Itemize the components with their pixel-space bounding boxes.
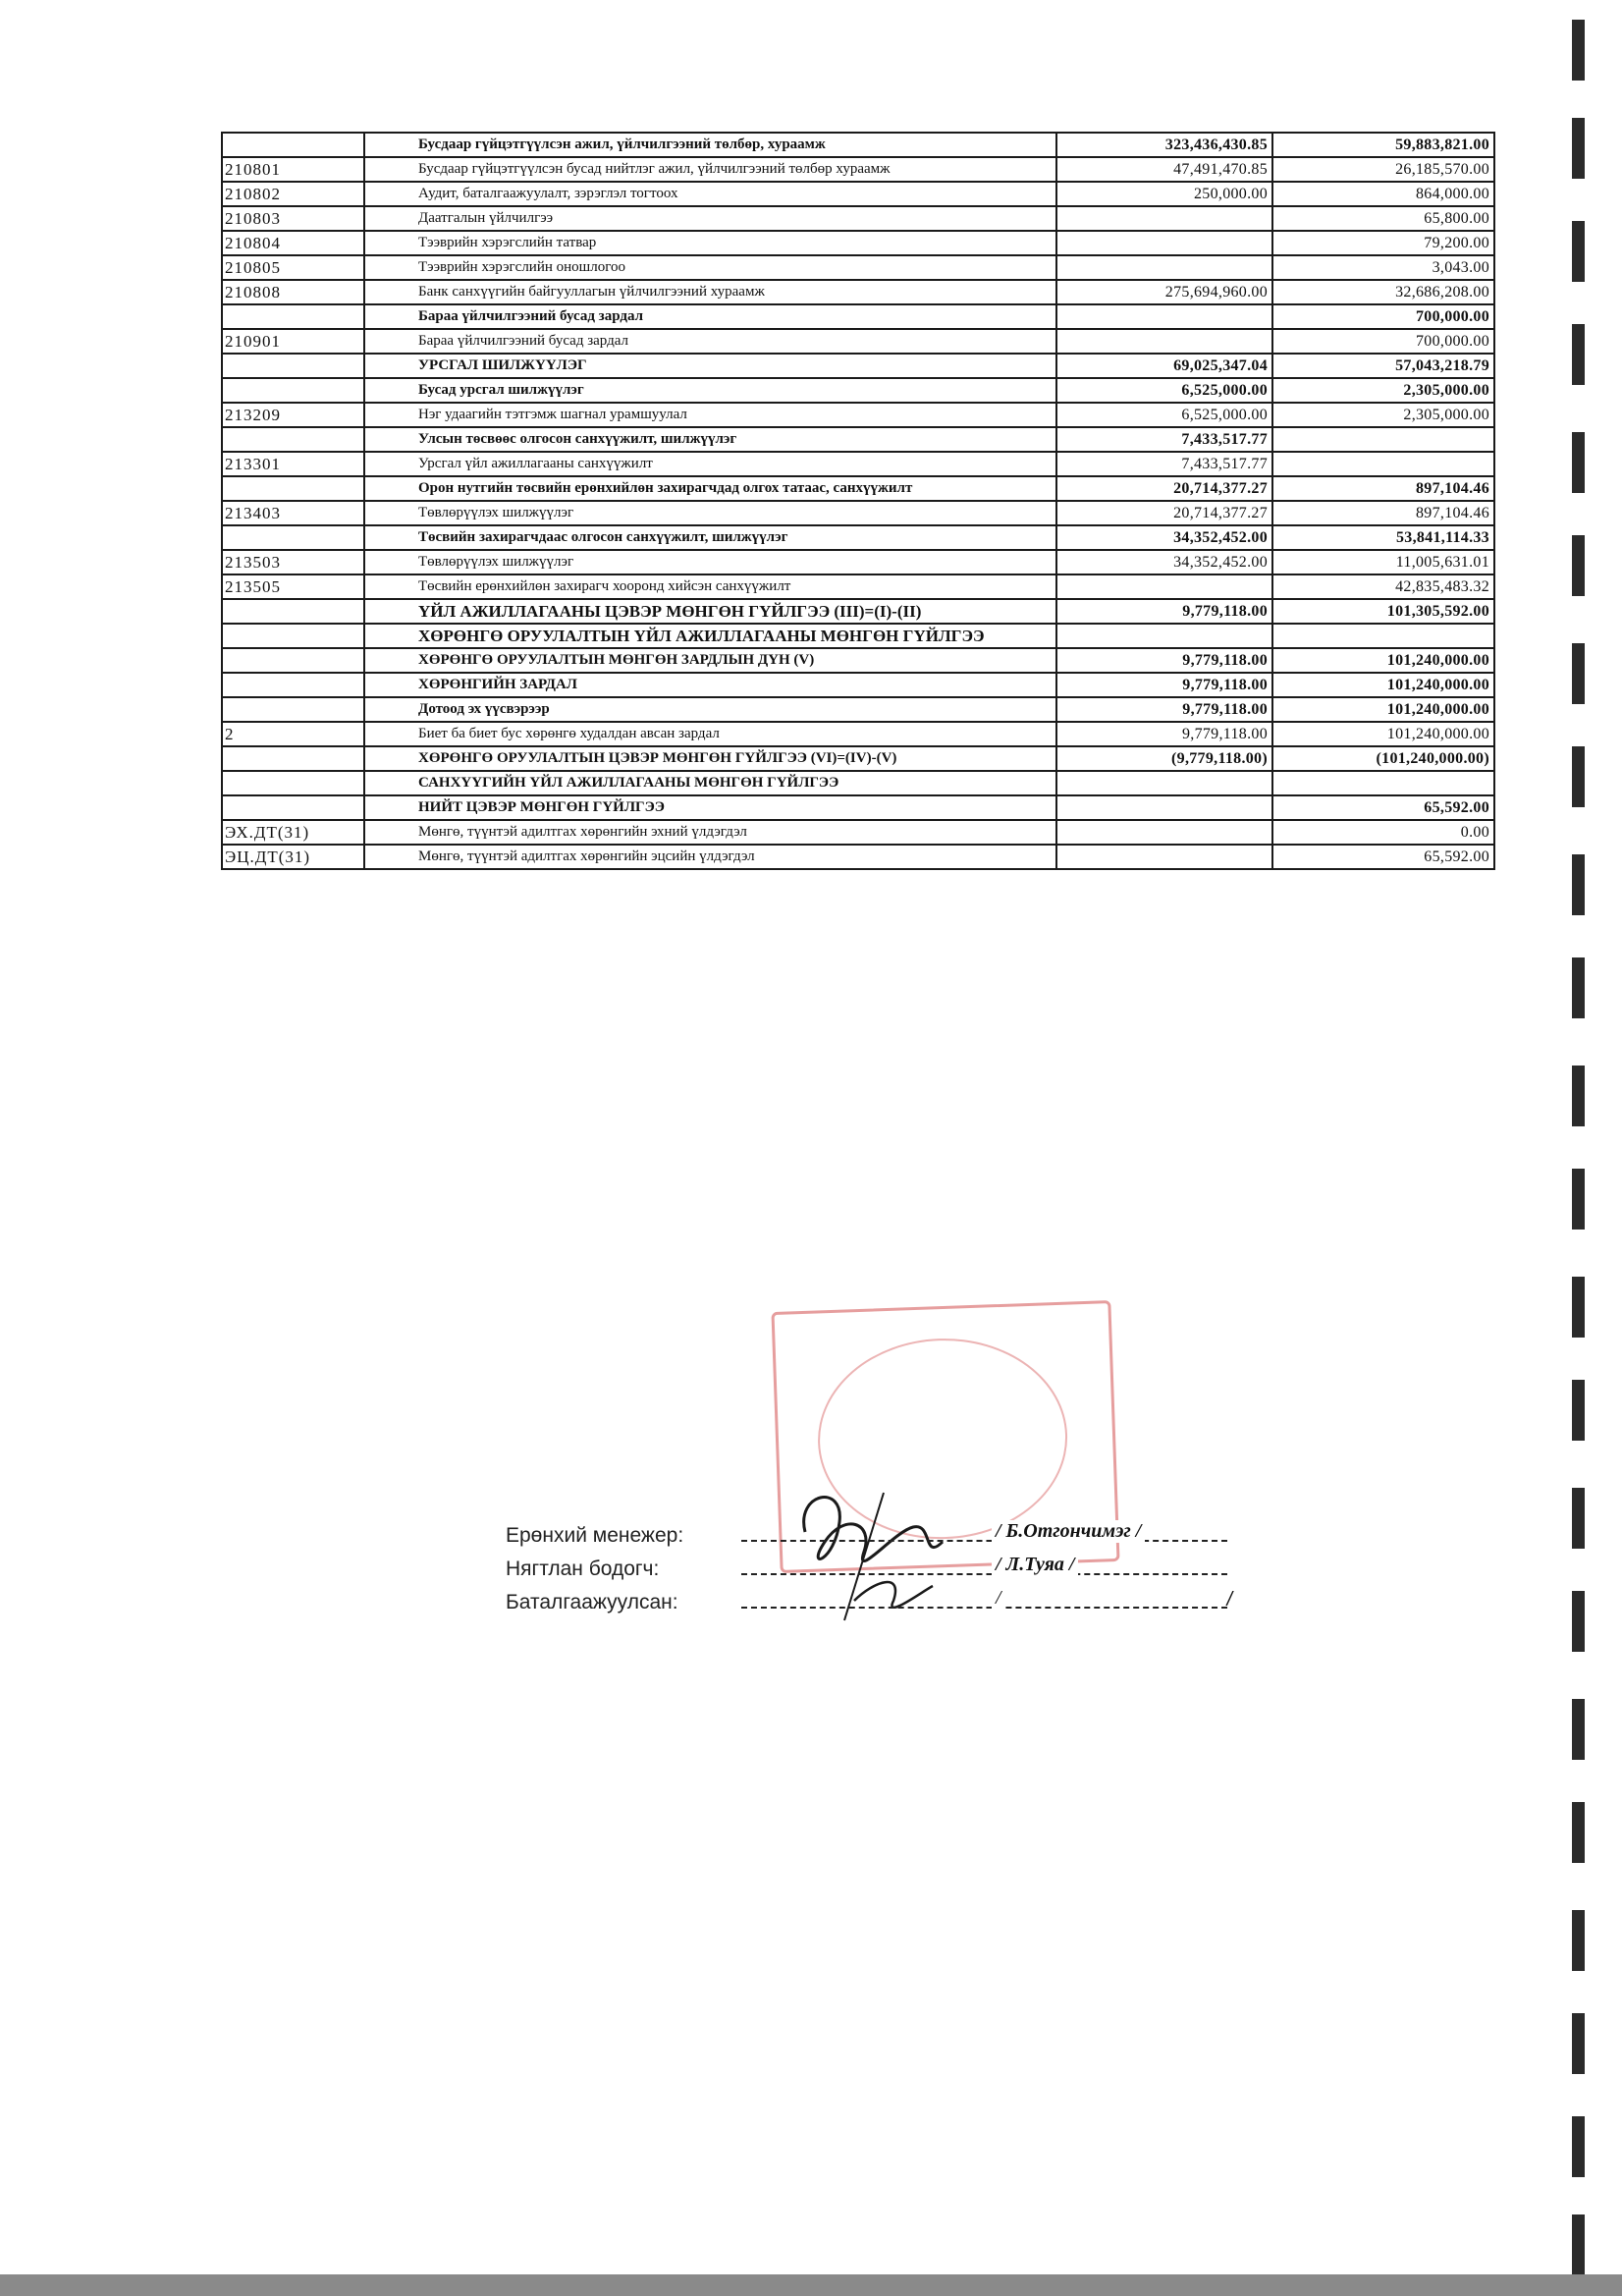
description-text: ҮЙЛ АЖИЛЛАГААНЫ ЦЭВЭР МӨНГӨН ГҮЙЛГЭЭ (III)=(I)-(II) — [418, 602, 922, 621]
amount-previous-cell: 864,000.00 — [1272, 182, 1494, 206]
binding-mark — [1572, 221, 1585, 282]
amount-previous-cell: 897,104.46 — [1272, 501, 1494, 525]
description-text: Нэг удаагийн тэтгэмж шагнал урамшуулал — [418, 407, 687, 422]
amount-previous-cell: 0.00 — [1272, 820, 1494, 845]
account-code-cell — [222, 746, 364, 771]
account-code-cell: 2 — [222, 722, 364, 746]
amount-previous-cell: 101,240,000.00 — [1272, 697, 1494, 722]
description-cell — [364, 525, 1056, 550]
amount-current-cell — [1056, 255, 1272, 280]
description-cell — [364, 746, 1056, 771]
table-row — [222, 673, 1494, 697]
description-cell — [364, 771, 1056, 795]
table-row — [222, 722, 1494, 746]
description-cell — [364, 501, 1056, 525]
description-cell — [364, 697, 1056, 722]
account-code-cell — [222, 795, 364, 820]
table-row — [222, 771, 1494, 795]
description-cell — [364, 182, 1056, 206]
account-code-cell — [222, 624, 364, 648]
signature-block — [506, 1520, 1232, 1620]
amount-previous-cell: 65,592.00 — [1272, 795, 1494, 820]
description-cell — [364, 231, 1056, 255]
amount-current-cell: 6,525,000.00 — [1056, 403, 1272, 427]
account-code-cell — [222, 476, 364, 501]
binding-mark — [1572, 1591, 1585, 1652]
table-row — [222, 697, 1494, 722]
manager-label: Ерөнхий менежер: — [506, 1524, 684, 1547]
account-code-cell — [222, 697, 364, 722]
amount-previous-cell: 79,200.00 — [1272, 231, 1494, 255]
table-row — [222, 280, 1494, 304]
description-text: Төсвийн захирагчдаас олгосон санхүүжилт, шилжүүлэг — [418, 529, 788, 545]
description-cell — [364, 648, 1056, 673]
description-cell — [364, 304, 1056, 329]
table-row — [222, 550, 1494, 574]
description-text: ХӨРӨНГӨ ОРУУЛАЛТЫН ЦЭВЭР МӨНГӨН ГҮЙЛГЭЭ (VI)=(IV)-(V) — [418, 750, 897, 766]
binding-mark — [1572, 1169, 1585, 1230]
account-code-cell: 210802 — [222, 182, 364, 206]
amount-previous-cell: 65,592.00 — [1272, 845, 1494, 869]
account-code-cell — [222, 427, 364, 452]
description-cell — [364, 206, 1056, 231]
amount-previous-cell: 897,104.46 — [1272, 476, 1494, 501]
binding-mark — [1572, 746, 1585, 807]
verified-slash-2: / — [1226, 1589, 1232, 1611]
description-cell — [364, 476, 1056, 501]
table-row — [222, 845, 1494, 869]
table-row — [222, 255, 1494, 280]
account-code-cell: 213505 — [222, 574, 364, 599]
amount-previous-cell: 65,800.00 — [1272, 206, 1494, 231]
amount-previous-cell: 11,005,631.01 — [1272, 550, 1494, 574]
description-text: Төвлөрүүлэх шилжүүлэг — [418, 505, 574, 520]
amount-previous-cell: 42,835,483.32 — [1272, 574, 1494, 599]
binding-mark — [1572, 1380, 1585, 1441]
signature-line — [741, 1573, 1227, 1575]
description-text: Банк санхүүгийн байгууллагын үйлчилгээний хураамж — [418, 284, 765, 300]
description-text: Орон нутгийн төсвийн ерөнхийлөн захирагчдад олгох татаас, санхүүжилт — [418, 480, 913, 496]
description-cell — [364, 354, 1056, 378]
binding-mark — [1572, 1488, 1585, 1549]
account-code-cell: 213503 — [222, 550, 364, 574]
binding-mark — [1572, 20, 1585, 81]
table-row — [222, 427, 1494, 452]
amount-current-cell: 9,779,118.00 — [1056, 599, 1272, 624]
account-code-cell: 213301 — [222, 452, 364, 476]
amount-current-cell — [1056, 845, 1272, 869]
description-text: Биет ба биет бус хөрөнгө худалдан авсан зардал — [418, 726, 720, 741]
description-text: ХӨРӨНГӨ ОРУУЛАЛТЫН ҮЙЛ АЖИЛЛАГААНЫ МӨНГӨН ГҮЙЛГЭЭ — [418, 627, 985, 645]
amount-previous-cell — [1272, 624, 1494, 648]
account-code-cell: 210803 — [222, 206, 364, 231]
amount-previous-cell: 3,043.00 — [1272, 255, 1494, 280]
description-cell — [364, 329, 1056, 354]
description-cell — [364, 722, 1056, 746]
table-row — [222, 304, 1494, 329]
description-text: Бараа үйлчилгээний бусад зардал — [418, 308, 643, 324]
amount-previous-cell: 26,185,570.00 — [1272, 157, 1494, 182]
description-cell — [364, 574, 1056, 599]
account-code-cell — [222, 648, 364, 673]
amount-current-cell — [1056, 574, 1272, 599]
amount-current-cell: 20,714,377.27 — [1056, 476, 1272, 501]
account-code-cell: 210805 — [222, 255, 364, 280]
scan-edge — [0, 2274, 1622, 2296]
amount-previous-cell: 101,240,000.00 — [1272, 648, 1494, 673]
accountant-name: / Л.Туяа / — [992, 1554, 1078, 1576]
account-code-cell: 210801 — [222, 157, 364, 182]
amount-current-cell: 323,436,430.85 — [1056, 133, 1272, 157]
amount-current-cell: 9,779,118.00 — [1056, 648, 1272, 673]
table-row — [222, 206, 1494, 231]
amount-current-cell — [1056, 206, 1272, 231]
amount-current-cell: 7,433,517.77 — [1056, 427, 1272, 452]
amount-current-cell — [1056, 231, 1272, 255]
binding-mark — [1572, 854, 1585, 915]
description-text: САНХҮҮГИЙН ҮЙЛ АЖИЛЛАГААНЫ МӨНГӨН ГҮЙЛГЭЭ — [418, 775, 839, 791]
description-text: ХӨРӨНГИЙН ЗАРДАЛ — [418, 677, 577, 692]
description-text: Мөнгө, түүнтэй адилтгах хөрөнгийн эцсийн үлдэгдэл — [418, 848, 755, 864]
amount-current-cell: 6,525,000.00 — [1056, 378, 1272, 403]
binding-mark — [1572, 118, 1585, 179]
binding-mark — [1572, 1699, 1585, 1760]
account-code-cell: 210901 — [222, 329, 364, 354]
description-text: Бараа үйлчилгээний бусад зардал — [418, 333, 628, 349]
table-row — [222, 648, 1494, 673]
table-row — [222, 476, 1494, 501]
binding-mark — [1572, 535, 1585, 596]
signature-row-verified — [506, 1587, 1232, 1620]
account-code-cell: 210804 — [222, 231, 364, 255]
amount-previous-cell: 700,000.00 — [1272, 329, 1494, 354]
table-row — [222, 574, 1494, 599]
table-row — [222, 624, 1494, 648]
account-code-cell: ЭХ.ДТ(31) — [222, 820, 364, 845]
account-code-cell — [222, 304, 364, 329]
description-text: Бусад урсгал шилжүүлэг — [418, 382, 584, 398]
amount-current-cell: 9,779,118.00 — [1056, 697, 1272, 722]
table-row — [222, 795, 1494, 820]
amount-previous-cell: 2,305,000.00 — [1272, 403, 1494, 427]
description-text: ХӨРӨНГӨ ОРУУЛАЛТЫН МӨНГӨН ЗАРДЛЫН ДҮН (V) — [418, 652, 815, 668]
description-cell — [364, 845, 1056, 869]
binding-mark — [1572, 2214, 1585, 2275]
table-row — [222, 501, 1494, 525]
binding-mark — [1572, 643, 1585, 704]
amount-previous-cell: 101,305,592.00 — [1272, 599, 1494, 624]
binding-mark — [1572, 1802, 1585, 1863]
description-text: Аудит, баталгаажуулалт, зэрэглэл тогтоох — [418, 186, 678, 201]
amount-current-cell: (9,779,118.00) — [1056, 746, 1272, 771]
table-row — [222, 403, 1494, 427]
description-cell — [364, 624, 1056, 648]
amount-current-cell: 20,714,377.27 — [1056, 501, 1272, 525]
table-row — [222, 354, 1494, 378]
amount-current-cell: 7,433,517.77 — [1056, 452, 1272, 476]
amount-previous-cell — [1272, 771, 1494, 795]
signature-row-accountant — [506, 1554, 1232, 1587]
manager-name: / Б.Отгончимэг / — [992, 1520, 1145, 1543]
description-text: Урсгал үйл ажиллагааны санхүүжилт — [418, 456, 653, 471]
description-text: Бусдаар гүйцэтгүүлсэн бусад нийтлэг ажил, үйлчилгээний төлбөр хураамж — [418, 161, 891, 177]
amount-previous-cell: 53,841,114.33 — [1272, 525, 1494, 550]
account-code-cell — [222, 378, 364, 403]
table-row — [222, 820, 1494, 845]
amount-previous-cell: 32,686,208.00 — [1272, 280, 1494, 304]
accountant-label: Нягтлан бодогч: — [506, 1558, 660, 1580]
account-code-cell — [222, 673, 364, 697]
amount-current-cell: 47,491,470.85 — [1056, 157, 1272, 182]
binding-mark — [1572, 432, 1585, 493]
amount-current-cell — [1056, 304, 1272, 329]
amount-current-cell — [1056, 795, 1272, 820]
description-cell — [364, 157, 1056, 182]
signature-line — [741, 1607, 1227, 1609]
account-code-cell: 213209 — [222, 403, 364, 427]
description-text: Төвлөрүүлэх шилжүүлэг — [418, 554, 574, 570]
description-cell — [364, 820, 1056, 845]
description-text: НИЙТ ЦЭВЭР МӨНГӨН ГҮЙЛГЭЭ — [418, 799, 665, 815]
table-row — [222, 133, 1494, 157]
description-cell — [364, 403, 1056, 427]
table-row — [222, 378, 1494, 403]
description-text: Бусдаар гүйцэтгүүлсэн ажил, үйлчилгээний төлбөр, хураамж — [418, 137, 826, 152]
description-text: Даатгалын үйлчилгээ — [418, 210, 554, 226]
verified-slash-1: / — [992, 1587, 1005, 1610]
account-code-cell — [222, 525, 364, 550]
description-cell — [364, 255, 1056, 280]
amount-current-cell: 34,352,452.00 — [1056, 550, 1272, 574]
amount-previous-cell: (101,240,000.00) — [1272, 746, 1494, 771]
amount-current-cell — [1056, 329, 1272, 354]
description-cell — [364, 550, 1056, 574]
account-code-cell: 210808 — [222, 280, 364, 304]
table-row — [222, 231, 1494, 255]
amount-current-cell — [1056, 820, 1272, 845]
binding-mark — [1572, 324, 1585, 385]
description-cell — [364, 280, 1056, 304]
amount-previous-cell: 101,240,000.00 — [1272, 673, 1494, 697]
cash-flow-table — [221, 132, 1495, 870]
amount-current-cell: 9,779,118.00 — [1056, 673, 1272, 697]
table-row — [222, 157, 1494, 182]
description-cell — [364, 795, 1056, 820]
verified-label: Баталгаажуулсан: — [506, 1591, 678, 1613]
amount-current-cell: 9,779,118.00 — [1056, 722, 1272, 746]
table-row — [222, 329, 1494, 354]
amount-current-cell — [1056, 771, 1272, 795]
description-text: Мөнгө, түүнтэй адилтгах хөрөнгийн эхний үлдэгдэл — [418, 824, 747, 840]
amount-current-cell: 69,025,347.04 — [1056, 354, 1272, 378]
description-text: Улсын төсвөөс олгосон санхүүжилт, шилжүүлэг — [418, 431, 737, 447]
description-text: Тээврийн хэрэгслийн оношлогоо — [418, 259, 625, 275]
amount-current-cell: 275,694,960.00 — [1056, 280, 1272, 304]
binding-mark — [1572, 1277, 1585, 1338]
account-code-cell: 213403 — [222, 501, 364, 525]
amount-current-cell: 250,000.00 — [1056, 182, 1272, 206]
cash-flow-table-body — [222, 133, 1494, 869]
binding-mark — [1572, 1066, 1585, 1126]
amount-previous-cell — [1272, 452, 1494, 476]
description-cell — [364, 452, 1056, 476]
description-text: Төсвийн ерөнхийлөн захирагч хооронд хийсэн санхүүжилт — [418, 578, 791, 594]
account-code-cell: ЭЦ.ДТ(31) — [222, 845, 364, 869]
binding-mark — [1572, 2116, 1585, 2177]
table-row — [222, 452, 1494, 476]
amount-previous-cell: 2,305,000.00 — [1272, 378, 1494, 403]
signature-row-manager — [506, 1520, 1232, 1554]
description-text: УРСГАЛ ШИЛЖҮҮЛЭГ — [418, 357, 587, 373]
table-row — [222, 599, 1494, 624]
amount-current-cell: 34,352,452.00 — [1056, 525, 1272, 550]
binding-mark — [1572, 2013, 1585, 2074]
amount-current-cell — [1056, 624, 1272, 648]
description-text: Дотоод эх үүсвэрээр — [418, 701, 550, 717]
amount-previous-cell — [1272, 427, 1494, 452]
binding-mark — [1572, 1910, 1585, 1971]
description-cell — [364, 599, 1056, 624]
table-row — [222, 746, 1494, 771]
amount-previous-cell: 57,043,218.79 — [1272, 354, 1494, 378]
account-code-cell — [222, 771, 364, 795]
account-code-cell — [222, 133, 364, 157]
description-cell — [364, 427, 1056, 452]
description-text: Тээврийн хэрэгслийн татвар — [418, 235, 597, 250]
signature-line — [741, 1540, 1227, 1542]
amount-previous-cell: 101,240,000.00 — [1272, 722, 1494, 746]
description-cell — [364, 673, 1056, 697]
amount-previous-cell: 59,883,821.00 — [1272, 133, 1494, 157]
table-row — [222, 525, 1494, 550]
account-code-cell — [222, 354, 364, 378]
account-code-cell — [222, 599, 364, 624]
amount-previous-cell: 700,000.00 — [1272, 304, 1494, 329]
binding-mark — [1572, 957, 1585, 1018]
table-row — [222, 182, 1494, 206]
description-cell — [364, 133, 1056, 157]
description-cell — [364, 378, 1056, 403]
